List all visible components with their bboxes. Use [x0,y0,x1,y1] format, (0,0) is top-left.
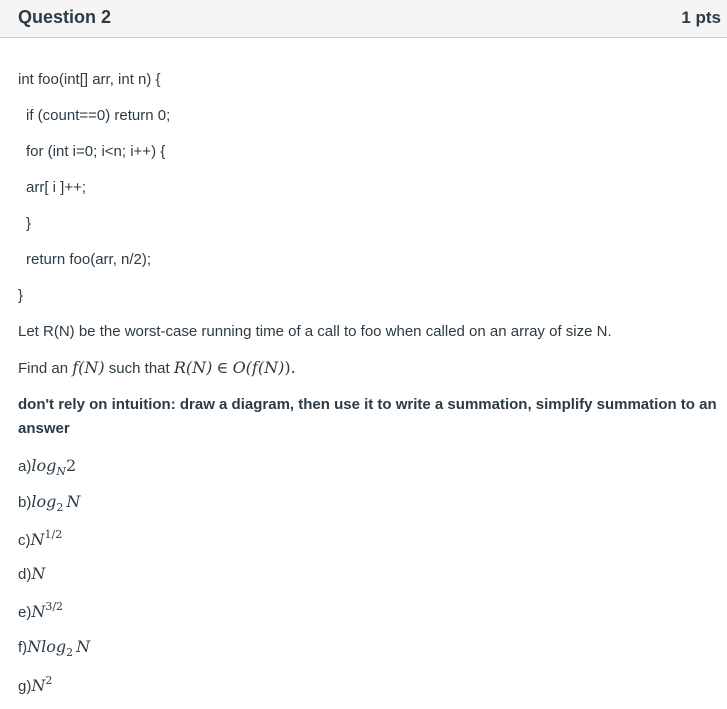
instruction-line-1: don't rely on intuition: draw a diagram, then use it to write a summation, simplify summation to an [18,396,717,413]
option-base: N [30,530,45,549]
option-a [18,456,76,478]
option-label: g) [18,678,32,695]
code-for-line: for (int i=0; i<n; i++) { [26,143,166,160]
question-title: Question 2 [18,7,112,27]
big-o-arg: f(N) [251,358,285,377]
find-statement [18,358,296,377]
element-of-symbol: ∈ [216,358,229,377]
option-subscript: N [56,465,66,478]
big-o-close: ) [284,358,291,377]
option-subscript: 2 [66,646,74,659]
option-label: c) [18,532,31,549]
option-label: f) [18,639,28,656]
option-base: log [31,492,57,511]
option-base: N [31,602,46,621]
problem-statement: Let R(N) be the worst-case running time of a call to foo when called on an array of size N. [18,323,612,340]
option-base: Nlog [27,637,67,656]
option-f [18,637,90,659]
option-b [18,492,80,514]
option-argument: N [76,637,91,656]
option-argument: 2 [65,456,77,475]
option-c [18,528,62,549]
option-argument: N [66,492,81,511]
find-prefix: Find an [18,360,69,377]
option-subscript: 2 [56,501,64,514]
big-o-open: O( [232,358,252,377]
code-close-outer: } [18,287,24,304]
question-header [0,0,727,38]
r-of-n-math: R(N) [173,358,213,377]
option-superscript: 3/2 [45,600,64,613]
option-label: e) [18,604,32,621]
option-label: b) [18,494,32,511]
option-base: N [31,564,46,583]
code-close-inner: } [26,215,32,232]
option-d [18,564,45,583]
code-body-line: arr[ i ]++; [26,179,87,196]
f-of-n-math: f(N) [72,358,105,377]
option-superscript: 2 [45,674,53,687]
question-points: 1 pts [681,8,721,27]
code-return-line: return foo(arr, n/2); [26,251,152,268]
find-middle: such that [108,360,170,377]
instruction-line-2: answer [18,420,70,437]
option-base: N [31,676,46,695]
code-signature: int foo(int[] arr, int n) { [18,71,161,88]
option-label: d) [18,566,32,583]
option-label: a) [18,458,32,475]
option-e [18,600,63,621]
option-base: log [31,456,57,475]
option-g [18,674,52,695]
option-superscript: 1/2 [44,528,63,541]
code-if-line: if (count==0) return 0; [26,107,171,124]
period: . [290,358,296,377]
